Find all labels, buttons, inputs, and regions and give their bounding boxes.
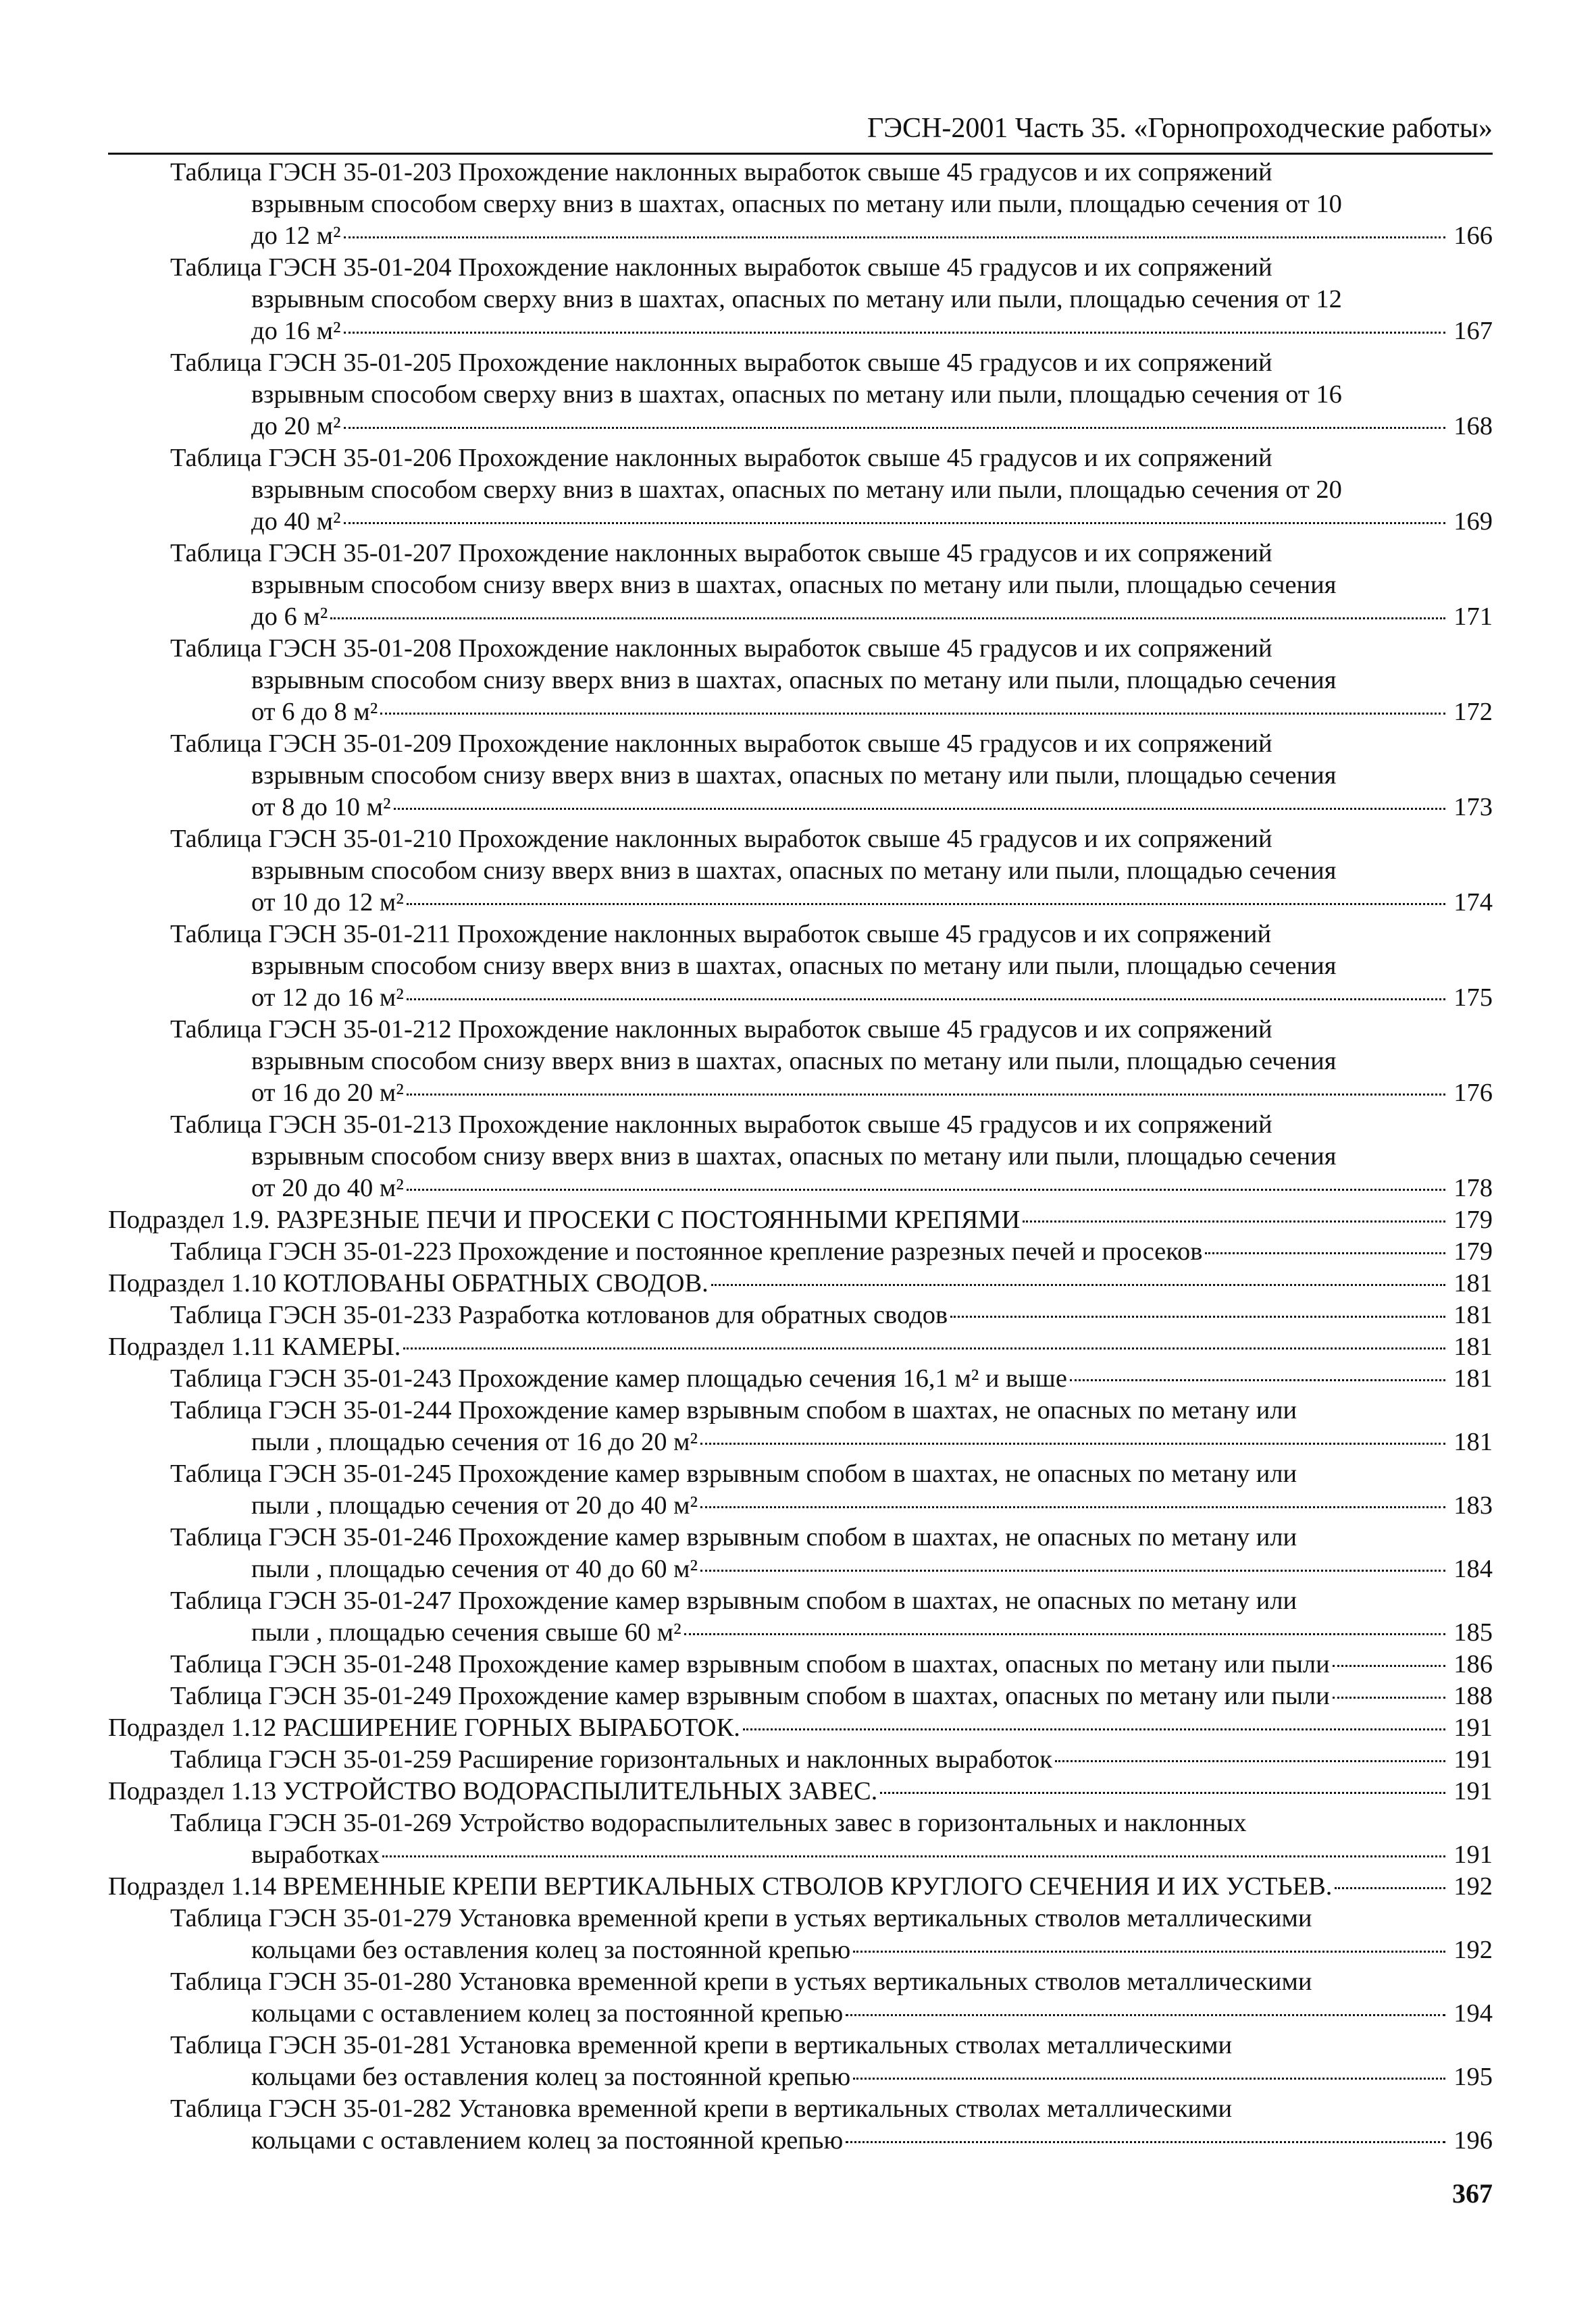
toc-entry-last-line xyxy=(170,1680,1493,1712)
toc-entry-text: Таблица ГЭСН 35-01-259 Расширение горизонтальных и наклонных выработок xyxy=(170,1745,1052,1774)
toc-table-entry xyxy=(108,1014,1493,1109)
page-number: 367 xyxy=(1452,2178,1493,2209)
dot-leader xyxy=(1070,1379,1445,1381)
dot-leader xyxy=(344,522,1446,524)
toc-page-number: 178 xyxy=(1453,1174,1493,1202)
toc-table-entry xyxy=(108,1300,1493,1331)
toc-entry-text: до 6 м² xyxy=(251,602,328,631)
toc-entry-line: Таблица ГЭСН 35-01-247 Прохождение камер взрывным спобом в шахтах, не опасных по метану или xyxy=(170,1587,1297,1615)
dot-leader xyxy=(880,1792,1445,1794)
toc-entry-line: Таблица ГЭСН 35-01-208 Прохождение наклонных выработок свыше 45 градусов и их сопряжений xyxy=(170,634,1272,663)
toc-entry-text: Подраздел 1.10 КОТЛОВАНЫ ОБРАТНЫХ СВОДОВ. xyxy=(108,1269,709,1297)
toc-table-entry xyxy=(108,728,1493,823)
toc-page-number: 181 xyxy=(1453,1269,1493,1297)
toc-entry-text: Таблица ГЭСН 35-01-248 Прохождение камер взрывным спобом в шахтах, опасных по метану или пыли xyxy=(170,1650,1330,1678)
toc-page-number: 181 xyxy=(1453,1428,1493,1456)
dot-leader xyxy=(394,808,1445,810)
toc-entry-text: Таблица ГЭСН 35-01-243 Прохождение камер площадью сечения 16,1 м² и выше xyxy=(170,1364,1067,1393)
toc-page-number: 191 xyxy=(1453,1714,1493,1742)
toc-entry-line: Таблица ГЭСН 35-01-204 Прохождение наклонных выработок свыше 45 градусов и их сопряжений xyxy=(170,253,1272,282)
toc-entry-last-line xyxy=(170,2061,1493,2093)
toc-page-number: 175 xyxy=(1453,983,1493,1012)
toc-page-number: 196 xyxy=(1453,2126,1493,2155)
toc-table-entry xyxy=(108,252,1493,347)
toc-entry-line: взрывным способом снизу вверх вниз в шахтах, опасных по метану или пыли, площадью сечения xyxy=(251,761,1337,790)
toc-table-entry xyxy=(108,1680,1493,1712)
toc-entry-text: кольцами с оставлением колец за постоянной крепью xyxy=(251,2126,844,2155)
toc-section-entry xyxy=(108,1712,1493,1744)
dot-leader xyxy=(743,1728,1445,1730)
toc-entry-last-line xyxy=(170,411,1493,442)
toc-entry-last-line xyxy=(170,1236,1493,1268)
dot-leader xyxy=(407,1094,1445,1096)
toc-table-entry xyxy=(108,442,1493,538)
dot-leader xyxy=(407,903,1445,905)
toc-table-entry xyxy=(108,1744,1493,1776)
toc-page-number: 179 xyxy=(1453,1206,1493,1234)
toc-entry-line: Таблица ГЭСН 35-01-207 Прохождение наклонных выработок свыше 45 градусов и их сопряжений xyxy=(170,539,1272,567)
toc-page-number: 195 xyxy=(1453,2063,1493,2091)
toc-table-entry xyxy=(108,1649,1493,1680)
toc-entry-line: взрывным способом снизу вверх вниз в шахтах, опасных по метану или пыли, площадью сечения xyxy=(251,952,1337,980)
toc-entry-last-line xyxy=(170,1553,1493,1585)
toc-entry-text: выработках xyxy=(251,1841,380,1869)
toc-entry-text: Подраздел 1.11 КАМЕРЫ. xyxy=(108,1333,401,1361)
toc-entry-last-line xyxy=(170,1490,1493,1522)
toc-entry-text: Подраздел 1.13 УСТРОЙСТВО ВОДОРАСПЫЛИТЕЛЬНЫХ ЗАВЕС. xyxy=(108,1777,878,1805)
toc-entry-last-line xyxy=(170,696,1493,728)
toc-entry-last-line xyxy=(170,1998,1493,2030)
toc-table-entry xyxy=(108,823,1493,919)
toc-section-entry xyxy=(108,1268,1493,1300)
toc-entry-text: от 16 до 20 м² xyxy=(251,1079,404,1107)
toc-page-number: 186 xyxy=(1453,1650,1493,1678)
toc-entry-last-line xyxy=(170,792,1493,823)
dot-leader xyxy=(407,998,1445,1000)
dot-leader xyxy=(684,1633,1445,1635)
toc-entry-text: пыли , площадью сечения от 16 до 20 м² xyxy=(251,1428,698,1456)
toc-table-entry xyxy=(108,538,1493,633)
toc-entry-last-line xyxy=(108,1268,1493,1300)
toc-entry-last-line xyxy=(108,1204,1493,1236)
toc-entry-last-line xyxy=(170,1300,1493,1331)
dot-leader xyxy=(344,236,1446,238)
toc-entry-text: до 16 м² xyxy=(251,317,341,345)
dot-leader xyxy=(950,1316,1445,1318)
dot-leader xyxy=(344,427,1446,429)
toc-table-entry xyxy=(108,1807,1493,1871)
toc-page-number: 192 xyxy=(1453,1872,1493,1901)
toc-entry-line: Таблица ГЭСН 35-01-280 Установка временной крепи в устьях вертикальных стволов металлическими xyxy=(170,1968,1312,1996)
toc-page-number: 188 xyxy=(1453,1682,1493,1710)
toc-page-number: 172 xyxy=(1453,698,1493,726)
toc-entry-line: взрывным способом снизу вверх вниз в шахтах, опасных по метану или пыли, площадью сечения xyxy=(251,1047,1337,1075)
toc-entry-last-line xyxy=(170,1173,1493,1204)
toc-table-entry xyxy=(108,1903,1493,1966)
toc-page-number: 173 xyxy=(1453,793,1493,821)
toc-entry-text: от 12 до 16 м² xyxy=(251,983,404,1012)
toc-page-number: 183 xyxy=(1453,1491,1493,1520)
dot-leader xyxy=(1333,1697,1445,1699)
toc-table-entry xyxy=(108,919,1493,1014)
toc-page-number: 184 xyxy=(1453,1555,1493,1583)
dot-leader xyxy=(700,1443,1445,1445)
dot-leader xyxy=(1335,1887,1445,1889)
toc-entry-last-line xyxy=(170,601,1493,633)
toc-entry-line: взрывным способом сверху вниз в шахтах, опасных по метану или пыли, площадью сечения от 16 xyxy=(251,380,1342,409)
toc-page-number: 166 xyxy=(1453,222,1493,250)
toc-page-number: 191 xyxy=(1453,1841,1493,1869)
toc-entry-line: Таблица ГЭСН 35-01-245 Прохождение камер взрывным спобом в шахтах, не опасных по метану или xyxy=(170,1460,1297,1488)
toc-entry-text: Подраздел 1.14 ВРЕМЕННЫЕ КРЕПИ ВЕРТИКАЛЬНЫХ СТВОЛОВ КРУГЛОГО СЕЧЕНИЯ И ИХ УСТЬЕВ. xyxy=(108,1872,1333,1901)
dot-leader xyxy=(853,1951,1445,1953)
dot-leader xyxy=(382,1855,1445,1857)
toc-entry-line: Таблица ГЭСН 35-01-244 Прохождение камер взрывным спобом в шахтах, не опасных по метану или xyxy=(170,1396,1297,1424)
toc-entry-last-line xyxy=(170,1649,1493,1680)
toc-entry-line: Таблица ГЭСН 35-01-205 Прохождение наклонных выработок свыше 45 градусов и их сопряжений xyxy=(170,349,1272,377)
toc-page-number: 179 xyxy=(1453,1237,1493,1266)
toc-entry-line: Таблица ГЭСН 35-01-209 Прохождение наклонных выработок свыше 45 градусов и их сопряжений xyxy=(170,729,1272,758)
toc-table-entry xyxy=(108,347,1493,442)
toc-entry-line: Таблица ГЭСН 35-01-210 Прохождение наклонных выработок свыше 45 градусов и их сопряжений xyxy=(170,825,1272,853)
dot-leader xyxy=(403,1347,1445,1349)
dot-leader xyxy=(1205,1252,1445,1254)
toc-entry-last-line xyxy=(170,220,1493,252)
toc-entry-text: от 8 до 10 м² xyxy=(251,793,391,821)
toc-table-entry xyxy=(108,633,1493,728)
toc-entry-text: кольцами с оставлением колец за постоянной крепью xyxy=(251,1999,844,2028)
toc-entry-last-line xyxy=(170,887,1493,919)
toc-entry-last-line xyxy=(170,1934,1493,1966)
table-of-contents xyxy=(108,157,1493,2157)
toc-entry-line: Таблица ГЭСН 35-01-246 Прохождение камер взрывным спобом в шахтах, не опасных по метану или xyxy=(170,1523,1297,1551)
toc-entry-text: до 20 м² xyxy=(251,412,341,440)
dot-leader xyxy=(700,1506,1445,1508)
toc-table-entry xyxy=(108,1236,1493,1268)
toc-entry-line: Таблица ГЭСН 35-01-203 Прохождение наклонных выработок свыше 45 градусов и их сопряжений xyxy=(170,158,1272,186)
toc-entry-line: взрывным способом снизу вверх вниз в шахтах, опасных по метану или пыли, площадью сечения xyxy=(251,856,1337,885)
toc-entry-last-line xyxy=(170,1617,1493,1649)
toc-entry-line: Таблица ГЭСН 35-01-282 Установка временной крепи в вертикальных стволах металлическими xyxy=(170,2094,1233,2123)
toc-entry-line: Таблица ГЭСН 35-01-213 Прохождение наклонных выработок свыше 45 градусов и их сопряжений xyxy=(170,1110,1272,1139)
toc-table-entry xyxy=(108,1363,1493,1395)
toc-entry-last-line xyxy=(170,1426,1493,1458)
toc-entry-line: Таблица ГЭСН 35-01-279 Установка временной крепи в устьях вертикальных стволов металлическими xyxy=(170,1904,1312,1932)
toc-entry-text: кольцами без оставления колец за постоянной крепью xyxy=(251,1936,851,1964)
toc-entry-line: взрывным способом снизу вверх вниз в шахтах, опасных по метану или пыли, площадью сечения xyxy=(251,666,1337,694)
toc-entry-line: взрывным способом снизу вверх вниз в шахтах, опасных по метану или пыли, площадью сечения xyxy=(251,571,1337,599)
toc-page-number: 191 xyxy=(1453,1777,1493,1805)
toc-entry-text: от 6 до 8 м² xyxy=(251,698,378,726)
toc-entry-last-line xyxy=(108,1871,1493,1903)
toc-entry-line: взрывным способом сверху вниз в шахтах, опасных по метану или пыли, площадью сечения от 10 xyxy=(251,190,1342,218)
toc-entry-text: от 10 до 12 м² xyxy=(251,888,404,917)
toc-table-entry xyxy=(108,1585,1493,1649)
toc-page-number: 181 xyxy=(1453,1301,1493,1329)
toc-page-number: 169 xyxy=(1453,507,1493,536)
toc-entry-last-line xyxy=(170,506,1493,538)
toc-entry-last-line xyxy=(108,1776,1493,1807)
dot-leader xyxy=(853,2078,1445,2080)
toc-entry-text: Таблица ГЭСН 35-01-233 Разработка котлованов для обратных сводов xyxy=(170,1301,948,1329)
dot-leader xyxy=(330,617,1445,619)
toc-page-number: 168 xyxy=(1453,412,1493,440)
toc-entry-text: Подраздел 1.12 РАСШИРЕНИЕ ГОРНЫХ ВЫРАБОТОК. xyxy=(108,1714,740,1742)
dot-leader xyxy=(1023,1220,1445,1223)
toc-entry-line: взрывным способом сверху вниз в шахтах, опасных по метану или пыли, площадью сечения от 12 xyxy=(251,285,1342,313)
toc-entry-last-line xyxy=(170,1363,1493,1395)
toc-entry-text: до 40 м² xyxy=(251,507,341,536)
toc-table-entry xyxy=(108,1395,1493,1458)
toc-entry-line: Таблица ГЭСН 35-01-212 Прохождение наклонных выработок свыше 45 градусов и их сопряжений xyxy=(170,1015,1272,1044)
dot-leader xyxy=(407,1189,1445,1191)
dot-leader xyxy=(380,713,1445,715)
toc-entry-line: Таблица ГЭСН 35-01-281 Установка временной крепи в вертикальных стволах металлическими xyxy=(170,2031,1233,2059)
dot-leader xyxy=(700,1570,1445,1572)
toc-entry-text: Таблица ГЭСН 35-01-249 Прохождение камер взрывным спобом в шахтах, опасных по метану или пыли xyxy=(170,1682,1330,1710)
dot-leader xyxy=(1333,1665,1445,1667)
toc-entry-line: взрывным способом снизу вверх вниз в шахтах, опасных по метану или пыли, площадью сечения xyxy=(251,1142,1337,1171)
toc-page-number: 171 xyxy=(1453,602,1493,631)
toc-entry-last-line xyxy=(108,1331,1493,1363)
toc-entry-last-line xyxy=(170,1744,1493,1776)
toc-entry-last-line xyxy=(108,1712,1493,1744)
toc-page-number: 181 xyxy=(1453,1364,1493,1393)
dot-leader xyxy=(344,332,1446,334)
dot-leader xyxy=(711,1284,1445,1286)
toc-section-entry xyxy=(108,1776,1493,1807)
toc-entry-text: Таблица ГЭСН 35-01-223 Прохождение и постоянное крепление разрезных печей и просеков xyxy=(170,1237,1203,1266)
toc-entry-last-line xyxy=(170,1839,1493,1871)
toc-entry-text: Подраздел 1.9. РАЗРЕЗНЫЕ ПЕЧИ И ПРОСЕКИ С ПОСТОЯННЫМИ КРЕПЯМИ xyxy=(108,1206,1021,1234)
toc-entry-last-line xyxy=(170,315,1493,347)
toc-table-entry xyxy=(108,2030,1493,2093)
toc-section-entry xyxy=(108,1204,1493,1236)
toc-page-number: 167 xyxy=(1453,317,1493,345)
toc-entry-text: пыли , площадью сечения от 20 до 40 м² xyxy=(251,1491,698,1520)
toc-section-entry xyxy=(108,1331,1493,1363)
toc-entry-text: до 12 м² xyxy=(251,222,341,250)
toc-entry-text: от 20 до 40 м² xyxy=(251,1174,404,1202)
toc-entry-text: пыли , площадью сечения свыше 60 м² xyxy=(251,1618,681,1647)
dot-leader xyxy=(1055,1760,1445,1762)
toc-entry-line: Таблица ГЭСН 35-01-211 Прохождение наклонных выработок свыше 45 градусов и их сопряжений xyxy=(170,920,1272,948)
toc-table-entry xyxy=(108,1966,1493,2030)
dot-leader xyxy=(846,2014,1445,2016)
toc-page-number: 185 xyxy=(1453,1618,1493,1647)
toc-entry-last-line xyxy=(170,2125,1493,2157)
toc-entry-last-line xyxy=(170,1077,1493,1109)
toc-entry-line: Таблица ГЭСН 35-01-206 Прохождение наклонных выработок свыше 45 градусов и их сопряжений xyxy=(170,444,1272,472)
toc-table-entry xyxy=(108,2093,1493,2157)
toc-page-number: 192 xyxy=(1453,1936,1493,1964)
toc-page-number: 191 xyxy=(1453,1745,1493,1774)
dot-leader xyxy=(846,2141,1445,2143)
running-header: ГЭСН-2001 Часть 35. «Горнопроходческие работы» xyxy=(108,109,1493,155)
toc-section-entry xyxy=(108,1871,1493,1903)
toc-entry-last-line xyxy=(170,982,1493,1014)
toc-table-entry xyxy=(108,1458,1493,1522)
toc-entry-text: кольцами без оставления колец за постоянной крепью xyxy=(251,2063,851,2091)
toc-page-number: 194 xyxy=(1453,1999,1493,2028)
toc-table-entry xyxy=(108,1522,1493,1585)
toc-page-number: 176 xyxy=(1453,1079,1493,1107)
toc-page-number: 174 xyxy=(1453,888,1493,917)
toc-entry-line: Таблица ГЭСН 35-01-269 Устройство водораспылительных завес в горизонтальных и наклонных xyxy=(170,1809,1247,1837)
toc-page-number: 181 xyxy=(1453,1333,1493,1361)
toc-entry-line: взрывным способом сверху вниз в шахтах, опасных по метану или пыли, площадью сечения от 20 xyxy=(251,475,1342,504)
toc-table-entry xyxy=(108,1109,1493,1204)
toc-table-entry xyxy=(108,157,1493,252)
toc-entry-text: пыли , площадью сечения от 40 до 60 м² xyxy=(251,1555,698,1583)
